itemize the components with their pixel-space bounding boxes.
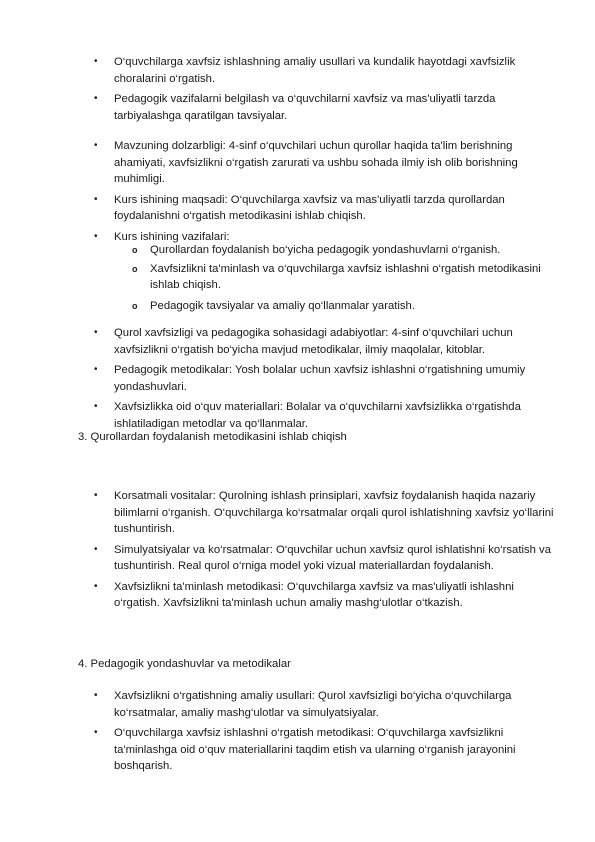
sub-list-item: o Pedagogik tavsiyalar va amaliy qo‘llanmalar yaratish. (0, 298, 595, 315)
bullet-list-intro (0, 54, 595, 124)
bullet-list-topic (0, 138, 595, 245)
list-item: • Xavfsizlikka oid o‘quv materiallari: Bolalar va o‘quvchilarni xavfsizlikka o‘rgatishda ishlatiladigan metodlar va qo‘llanmalar. (0, 399, 595, 432)
list-item: • Korsatmali vositalar: Qurolning ishlash prinsiplari, xavfsiz foydalanish haqida nazariy bilimlarni o‘rganish. O‘quvchilarga ko‘rsatmalar orqali qurol ishlatishning xavfsiz yo‘llarini tushuntirish. (0, 488, 595, 538)
sub-list-item: o Qurollardan foydalanish bo‘yicha pedagogik yondashuvlarni o‘rganish. (0, 242, 595, 259)
list-item: • Pedagogik vazifalarni belgilash va o‘quvchilarni xavfsiz va mas'uliyatli tarzda tarbiyalashga qaratilgan tavsiyalar. (0, 91, 595, 124)
bullet-list-literature (0, 325, 595, 432)
list-item: • Qurol xavfsizligi va pedagogika sohasidagi adabiyotlar: 4-sinf o‘quvchilari uchun xavfsizlikni o‘rgatish bo‘yicha mavjud metodikalar, ilmiy maqolalar, kitoblar. (0, 325, 595, 358)
list-item: • Kurs ishining maqsadi: O‘quvchilarga xavfsiz va mas'uliyatli tarzda qurollardan foydalanishni o‘rgatish metodikasini ishlab chiqish. (0, 192, 595, 225)
bullet-list-methods (0, 488, 595, 612)
list-item: • Mavzuning dolzarbligi: 4-sinf o‘quvchilari uchun qurollar haqida ta'lim berishning ahamiyati, xavfsizlikni o‘rgatish zarurati va ushbu sohada ilmiy ish olib borishning muhimligi. (0, 138, 595, 188)
section-heading: 4. Pedagogik yondashuvlar va metodikalar (78, 658, 291, 670)
bullet-list-approaches (0, 688, 595, 775)
list-item: • O‘quvchilarga xavfsiz ishlashni o‘rgatish metodikasi: O‘quvchilarga xavfsizlikni ta'minlashga oid o‘quv materiallarini taqdim etish va ularning o‘rganish jarayonini boshqarish. (0, 725, 595, 775)
list-item: • Kurs ishining vazifalari: (0, 229, 595, 246)
list-item: • Simulyatsiyalar va ko‘rsatmalar: O‘quvchilar uchun xavfsiz qurol ishlatishni ko‘rsatish va tushuntirish. Real qurol o‘rniga model yoki vizual materiallardan foydalanish. (0, 542, 595, 575)
list-item: • Xavfsizlikni o‘rgatishning amaliy usullari: Qurol xavfsizligi bo‘yicha o‘quvchilarga ko‘rsatmalar, amaliy mashg‘ulotlar va simulyatsiyalar. (0, 688, 595, 721)
sub-list-tasks (0, 242, 595, 314)
list-item: • Xavfsizlikni ta'minlash metodikasi: O‘quvchilarga xavfsiz va mas'uliyatli ishlashni o‘rgatish. Xavfsizlikni ta'minlash uchun amaliy mashg‘ulotlar o‘tkazish. (0, 579, 595, 612)
sub-list-item: o Xavfsizlikni ta'minlash va o‘quvchilarga xavfsiz ishlashni o‘rgatish metodikasini ishlab chiqish. (0, 261, 595, 294)
section-heading: 3. Qurollardan foydalanish metodikasini ishlab chiqish (78, 431, 347, 443)
list-item: • Pedagogik metodikalar: Yosh bolalar uchun xavfsiz ishlashni o‘rgatishning umumiy yondashuvlari. (0, 362, 595, 395)
list-item: • O‘quvchilarga xavfsiz ishlashning amaliy usullari va kundalik hayotdagi xavfsizlik choralarini o‘rgatish. (0, 54, 595, 87)
